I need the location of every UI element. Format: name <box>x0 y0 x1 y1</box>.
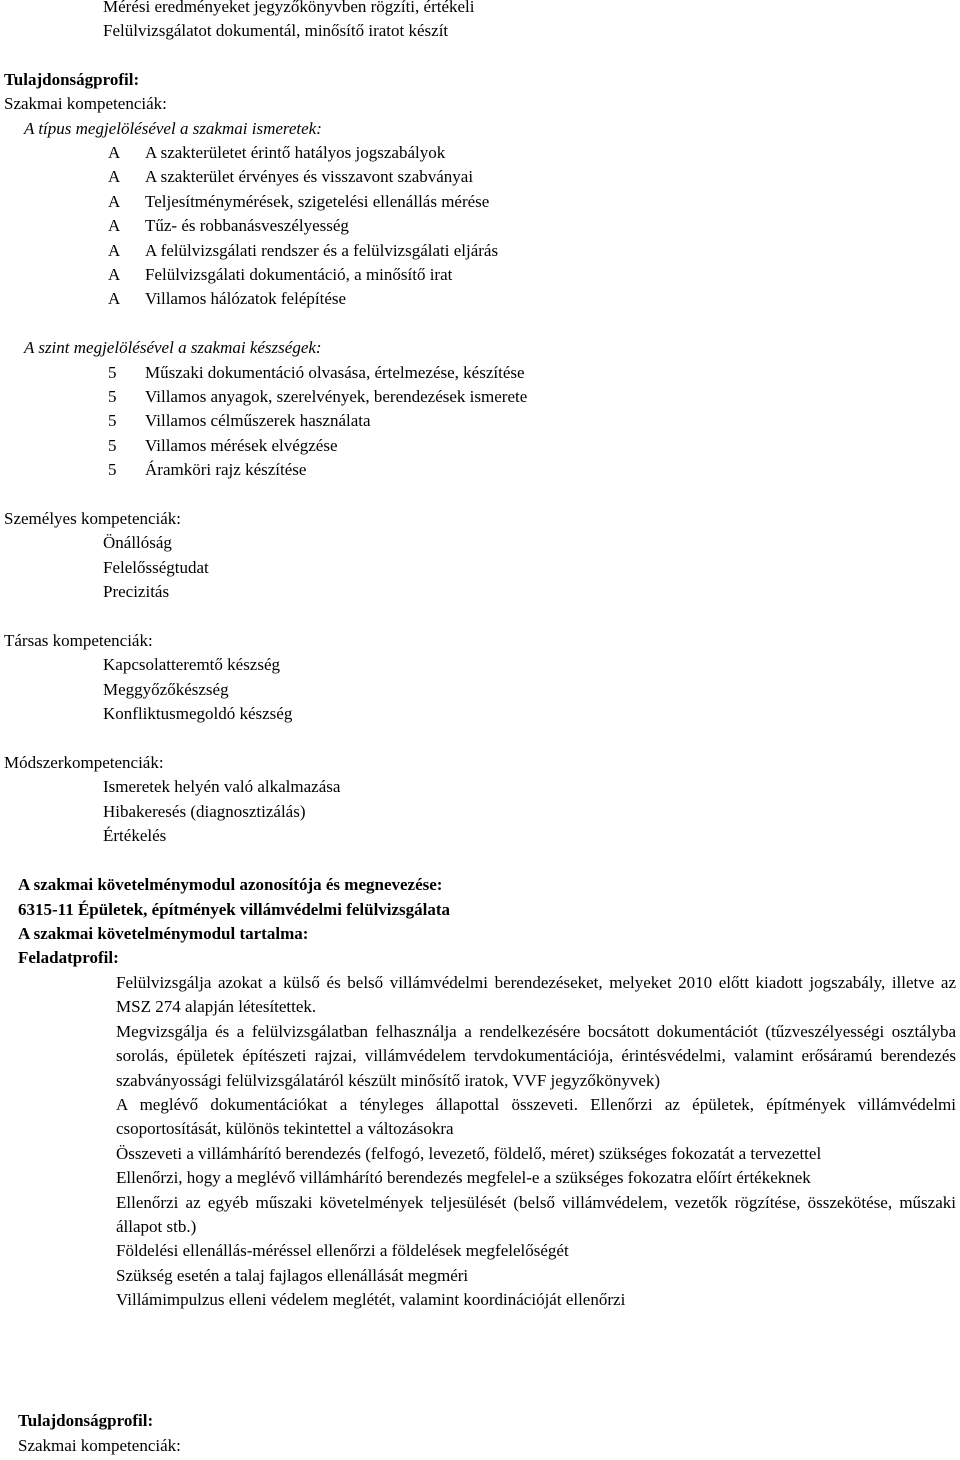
section-heading: Tulajdonságprofil: <box>18 1411 154 1430</box>
module-id-name: 6315-11 Épületek, építmények villámvédelmi felülvizsgálata <box>18 900 451 919</box>
task-item: Megvizsgálja és a felülvizsgálatban felhasználja a rendelkezésére bocsátott dokumentációt (tűzveszélyességi osztályba sorolás, épületek építészeti rajzai, villámvédelem tervdokumentációja, érintésvédelmi, valamint erősáramú berendezés szabványossági felülvizsgálatáról készült minősítő iratok, VVF jegyzőkönyvek) <box>116 1021 956 1090</box>
task-item: Felülvizsgálja azokat a külső és belső villámvédelmi berendezéseket, melyeket 2010 előtt kiadott jogszabály, illetve az MSZ 274 alapján létesítettek. <box>116 973 956 1017</box>
task-item: A meglévő dokumentációkat a tényleges állapottal összeveti. Ellenőrzi az épületek, építmények villámvédelmi csoportosítását, különös tekintettel a változásokra <box>116 1095 956 1139</box>
module-content-heading: A szakmai követelménymodul tartalma: <box>18 924 309 943</box>
level-mark: A <box>108 265 121 284</box>
list-item: Villamos anyagok, szerelvények, berendezések ismerete <box>145 387 528 406</box>
level-mark: A <box>108 192 121 211</box>
list-item: Értékelés <box>103 826 167 845</box>
level-mark: A <box>108 143 121 162</box>
list-item: Felelősségtudat <box>103 558 209 577</box>
level-mark: A <box>108 241 121 260</box>
list-item: A szakterületet érintő hatályos jogszabályok <box>145 143 446 162</box>
subsection-label: Szakmai kompetenciák: <box>4 94 167 113</box>
module-id-heading: A szakmai követelménymodul azonosítója és megnevezése: <box>18 875 443 894</box>
list-item: Meggyőzőkészség <box>103 680 229 699</box>
task-item: Ellenőrzi az egyéb műszaki követelmények teljesülését (belső villámvédelem, vezetők rögzítése, összekötése, műszaki állapot stb.) <box>116 1192 956 1237</box>
subsection-label: Társas kompetenciák: <box>4 631 153 650</box>
level-mark: A <box>108 216 121 235</box>
task-list <box>116 971 956 1313</box>
level-mark: A <box>108 289 121 308</box>
keszsegek-heading: A szint megjelölésével a szakmai készségek: <box>24 338 322 357</box>
list-item: Konfliktusmegoldó készség <box>103 704 293 723</box>
level-mark: 5 <box>108 363 117 382</box>
list-item: A szakterület érvényes és visszavont szabványai <box>145 167 474 186</box>
subsection-label: Személyes kompetenciák: <box>4 509 182 528</box>
list-item: Villamos célműszerek használata <box>145 411 371 430</box>
list-item: Áramköri rajz készítése <box>145 460 307 479</box>
list-item: Műszaki dokumentáció olvasása, értelmezése, készítése <box>145 363 525 382</box>
task-item: Ellenőrzi, hogy a meglévő villámhárító berendezés megfelel-e a szükséges fokozatra előírt értékeknek <box>116 1168 811 1188</box>
list-item: Kapcsolatteremtő készség <box>103 655 281 674</box>
list-item: Tűz- és robbanásveszélyesség <box>145 216 349 235</box>
subsection-label: Szakmai kompetenciák: <box>18 1436 181 1455</box>
level-mark: 5 <box>108 411 117 430</box>
ismeretek-heading: A típus megjelölésével a szakmai ismeretek: <box>24 119 322 138</box>
list-item: A felülvizsgálati rendszer és a felülvizsgálati eljárás <box>145 241 499 260</box>
list-item: Ismeretek helyén való alkalmazása <box>103 777 341 796</box>
list-item: Felülvizsgálati dokumentáció, a minősítő irat <box>145 265 453 284</box>
list-item: Villamos hálózatok felépítése <box>145 289 347 308</box>
list-item: Precizitás <box>103 582 170 601</box>
document-line: Felülvizsgálatot dokumentál, minősítő iratot készít <box>103 21 449 40</box>
task-item: Szükség esetén a talaj fajlagos ellenállását megméri <box>116 1265 469 1285</box>
level-mark: A <box>108 167 121 186</box>
section-heading: Tulajdonságprofil: <box>4 70 140 89</box>
level-mark: 5 <box>108 387 117 406</box>
subsection-label: Módszerkompetenciák: <box>4 753 164 772</box>
task-item: Összeveti a villámhárító berendezés (felfogó, levezető, földelő, méret) szükséges fokozatát a tervezettel <box>116 1143 822 1163</box>
task-item: Villámimpulzus elleni védelem meglétét, valamint koordinációját ellenőrzi <box>116 1290 626 1310</box>
list-item: Villamos mérések elvégzése <box>145 436 338 455</box>
level-mark: 5 <box>108 436 117 455</box>
feladatprofil-heading: Feladatprofil: <box>18 948 119 967</box>
document-line: Mérési eredményeket jegyzőkönyvben rögzíti, értékeli <box>103 0 475 16</box>
list-item: Önállóság <box>103 533 172 552</box>
list-item: Hibakeresés (diagnosztizálás) <box>103 802 306 821</box>
list-item: Teljesítménymérések, szigetelési ellenállás mérése <box>145 192 490 211</box>
level-mark: 5 <box>108 460 117 479</box>
task-item: Földelési ellenállás-méréssel ellenőrzi a földelések megfelelőségét <box>116 1241 569 1261</box>
